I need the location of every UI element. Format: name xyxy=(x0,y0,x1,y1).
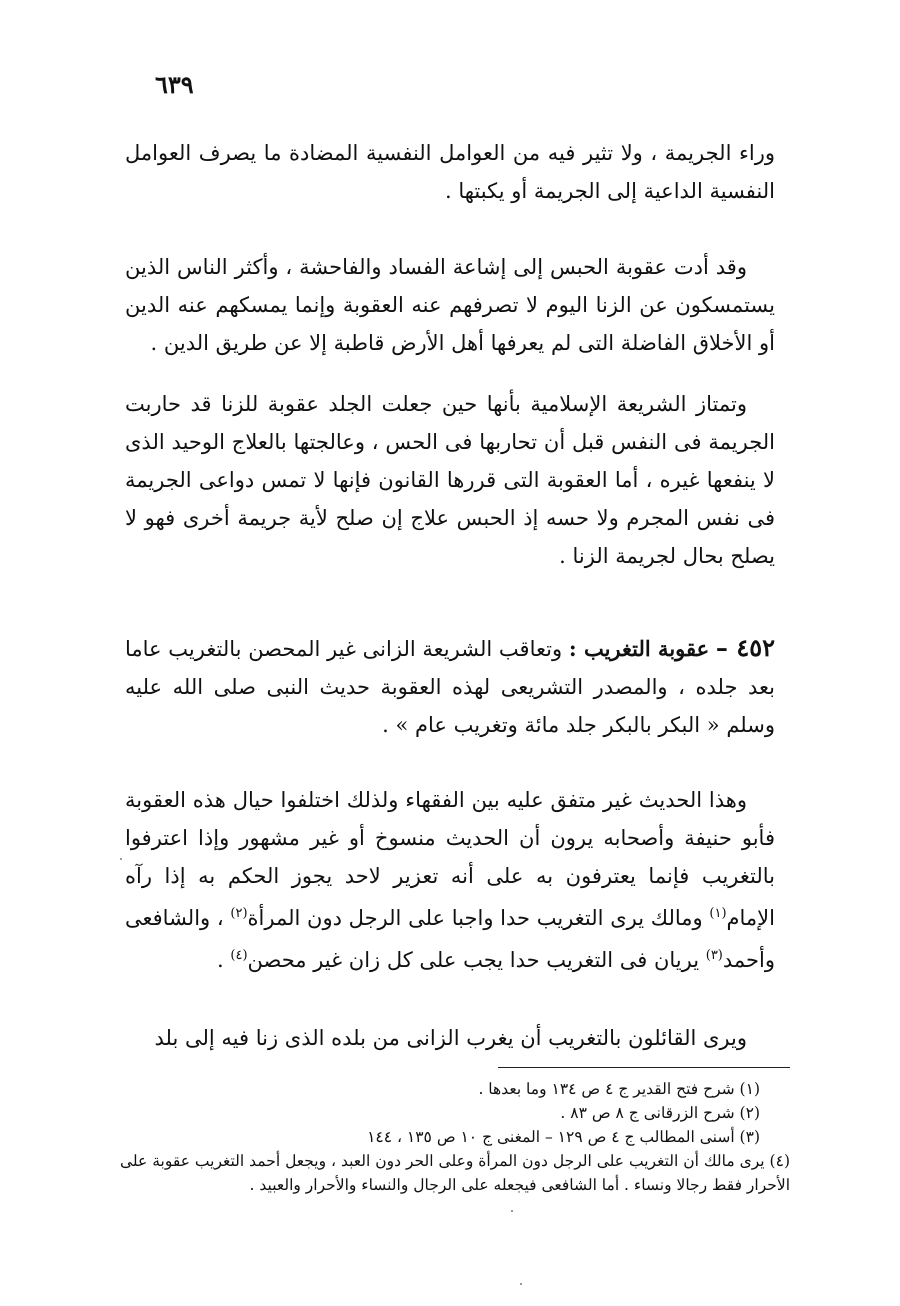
scan-speck xyxy=(120,858,122,860)
paragraph-6-text: ويرى القائلون بالتغريب أن يغرب الزانى من بلده الذى زنا فيه إلى بلد xyxy=(154,1026,747,1050)
paragraph-5 xyxy=(125,781,775,979)
paragraph-2-text: وقد أدت عقوبة الحبس إلى إشاعة الفساد والفاحشة ، وأكثر الناس الذين يستمسكون عن الزنا اليوم لا تصرفهم عنه العقوبة وإنما يمسكهم عنه الدين أو الأخلاق الفاضلة التى لم يعرفها أهل الأرض قاطبة إلا عن طريق الدين . xyxy=(125,255,775,355)
section-452-text: وتعاقب الشريعة الزانى غير المحصن بالتغريب عاما بعد جلده ، والمصدر التشريعى لهذه العقوبة حديث النبى صلى الله عليه وسلم « البكر بالبكر جلد مائة وتغريب عام » . xyxy=(125,637,775,737)
paragraph-1 xyxy=(125,134,775,210)
page-number: ٦٣٩ xyxy=(155,70,194,99)
paragraph-5-ending: . xyxy=(217,948,224,972)
scan-speck xyxy=(520,1283,522,1285)
footnote-4: (٤) يرى مالك أن التغريب على الرجل دون المرأة وعلى الحر دون العبد ، ويجعل أحمد التغريب عقوبة على الأحرار فقط رجالا ونساء . أما الشافعى فيجعله على الرجال والنساء والأحرار والعبيد . xyxy=(120,1152,790,1194)
section-title: عقوبة التغريب : xyxy=(568,636,710,661)
paragraph-3-text: وتمتاز الشريعة الإسلامية بأنها حين جعلت الجلد عقوبة للزنا قد حاربت الجريمة فى النفس قبل أن تحاربها فى الحس ، وعالجتها بالعلاج الوحيد الذى لا ينفعها غيره ، أما العقوبة التى قررها القانون فإنها لا تمس دواعى الجريمة فى نفس المجرم ولا حسه إذ الحبس علاج إن صلح لأية جريمة أخرى فهو لا يصلح بحال لجريمة الزنا . xyxy=(125,392,775,568)
paragraph-1-text: وراء الجريمة ، ولا تثير فيه من العوامل النفسية المضادة ما يصرف العوامل النفسية الداعية إلى الجريمة أو يكبتها . xyxy=(125,141,775,203)
paragraph-6 xyxy=(125,1019,775,1057)
section-452-paragraph xyxy=(125,629,775,744)
paragraph-5-text xyxy=(125,781,775,979)
paragraph-5-part-3: ، والشافعى وأحمد xyxy=(125,906,775,972)
section-number: ٤٥٢ – xyxy=(715,633,775,662)
footnote-3: (٣) أسنى المطالب ج ٤ ص ١٢٩ – المغنى ج ١٠ ص ١٣٥ ، ١٤٤ xyxy=(367,1128,760,1146)
footnote-reference-2: (٢) xyxy=(230,906,248,921)
paragraph-3 xyxy=(125,385,775,575)
paragraph-5-part-2: ومالك يرى التغريب حدا واجبا على الرجل دون المرأة xyxy=(247,906,703,930)
footnote-2: (٢) شرح الزرقانى ج ٨ ص ٨٣ . xyxy=(560,1104,760,1122)
paragraph-2 xyxy=(125,248,775,362)
footnote-reference-1: (١) xyxy=(709,906,727,921)
footnote-1: (١) شرح فتح القدير ج ٤ ص ١٣٤ وما بعدها . xyxy=(478,1080,760,1098)
section-452 xyxy=(125,629,775,744)
scan-speck xyxy=(511,1210,513,1212)
footnote-reference-3: (٣) xyxy=(705,948,723,963)
footnote-reference-4: (٤) xyxy=(230,948,248,963)
paragraph-5-part-1: وهذا الحديث غير متفق عليه بين الفقهاء ولذلك اختلفوا حيال هذه العقوبة فأبو حنيفة وأصحابه يرون أن الحديث منسوخ أو غير مشهور وإذا اعترفوا بالتغريب فإنما يعترفون به على أنه تعزير لاحد يجوز الحكم به إذا رآه الإمام xyxy=(125,788,775,930)
paragraph-5-part-4: يريان فى التغريب حدا يجب على كل زان غير محصن xyxy=(247,948,700,972)
footnote-separator xyxy=(498,1067,790,1068)
footnotes xyxy=(120,1077,790,1197)
